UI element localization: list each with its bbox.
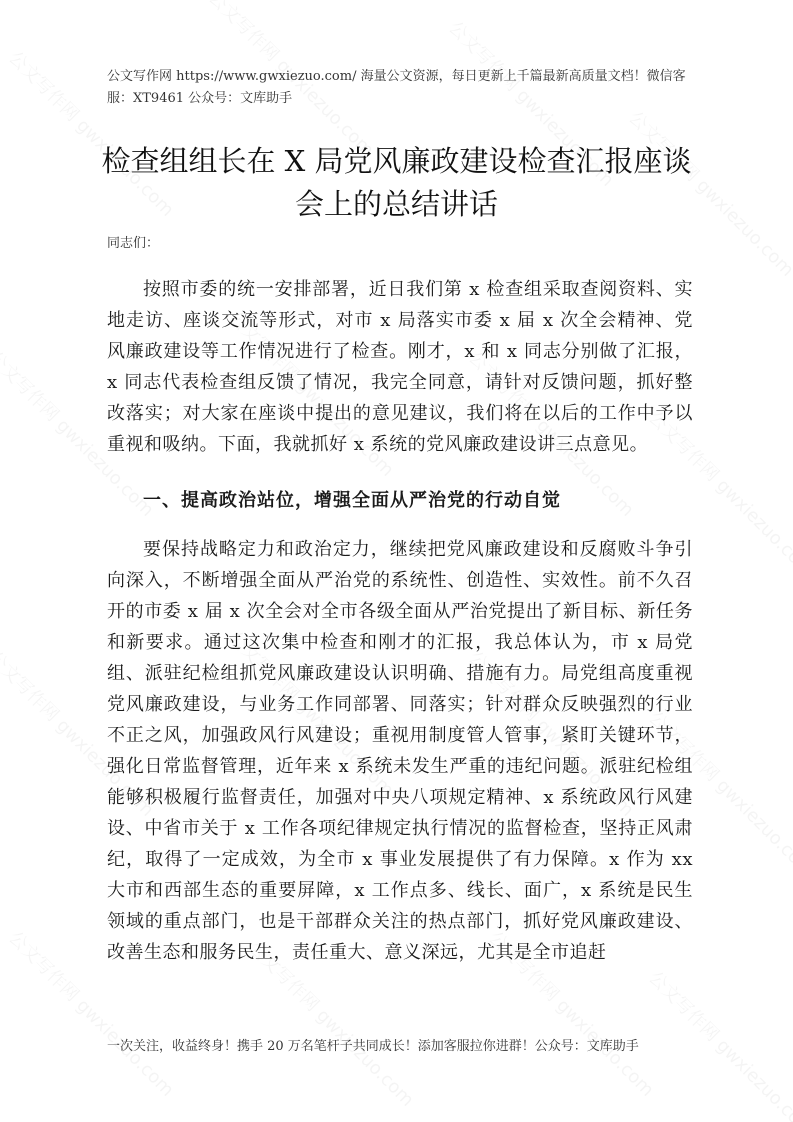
header-note: 公文写作网 https://www.gwxiezuo.com/ 海量公文资源，每日更新上千篇最新高质量文档！微信客服：XT9461 公众号：文库助手 [107,69,686,106]
section-heading: 一、提高政治站位，增强全面从严治党的行动自觉 [143,490,561,511]
page-title: 检查组组长在 X 局党风廉政建设检查汇报座谈会上的总结讲话 [101,144,692,221]
body-paragraph: 按照市委的统一安排部署，近日我们第 x 检查组采取查阅资料、实地走访、座谈交流等形式，对市 x 局落实市委 x 届 x 次全会精神、党风廉政建设等工作情况进行了检查。刚才，x 和 x 同志分别做了汇报，x 同志代表检查组反馈了情况，我完全同意，请针对反馈问题，抓好整改落实；对大家在座谈中提出的意见建议，我们将在以后的工作中予以重视和吸纳。下面，我就抓好 x 系统的党风廉政建设讲三点意见。 [107,279,693,455]
body-paragraph: 要保持战略定力和政治定力，继续把党风廉政建设和反腐败斗争引向深入，不断增强全面从严治党的系统性、创造性、实效性。前不久召开的市委 x 届 x 次全会对全市各级全面从严治党提出了新目标、新任务和新要求。通过这次集中检查和刚才的汇报，我总体认为，市 x 局党组、派驻纪检组抓党风廉政建设认识明确、措施有力。局党组高度重视党风廉政建设，与业务工作同部署、同落实；针对群众反映强烈的行业不正之风，加强政风行风建设；重视用制度管人管事，紧盯关键环节，强化日常监督管理，近年来 x 系统未发生严重的违纪问题。派驻纪检组能够积极履行监督责任，加强对中央八项规定精神、x 系统政风行风建设、中省市关于 x 工作各项纪律规定执行情况的监督检查，坚持正风肃纪，取得了一定成效，为全市 x 事业发展提供了有力保障。x 作为 xx 大市和西部生态的重要屏障，x 工作点多、线长、面广，x 系统是民生领域的重点部门，也是干部群众关注的热点部门，抓好党风廉政建设、改善生态和服务民生，责任重大、意义深远，尤其是全市追赶 [107,539,693,963]
salutation: 同志们： [107,236,160,251]
footer-note: 一次关注，收益终身！携手 20 万名笔杆子共同成长！添加客服拉你进群！公众号：文库助手 [107,1039,639,1054]
